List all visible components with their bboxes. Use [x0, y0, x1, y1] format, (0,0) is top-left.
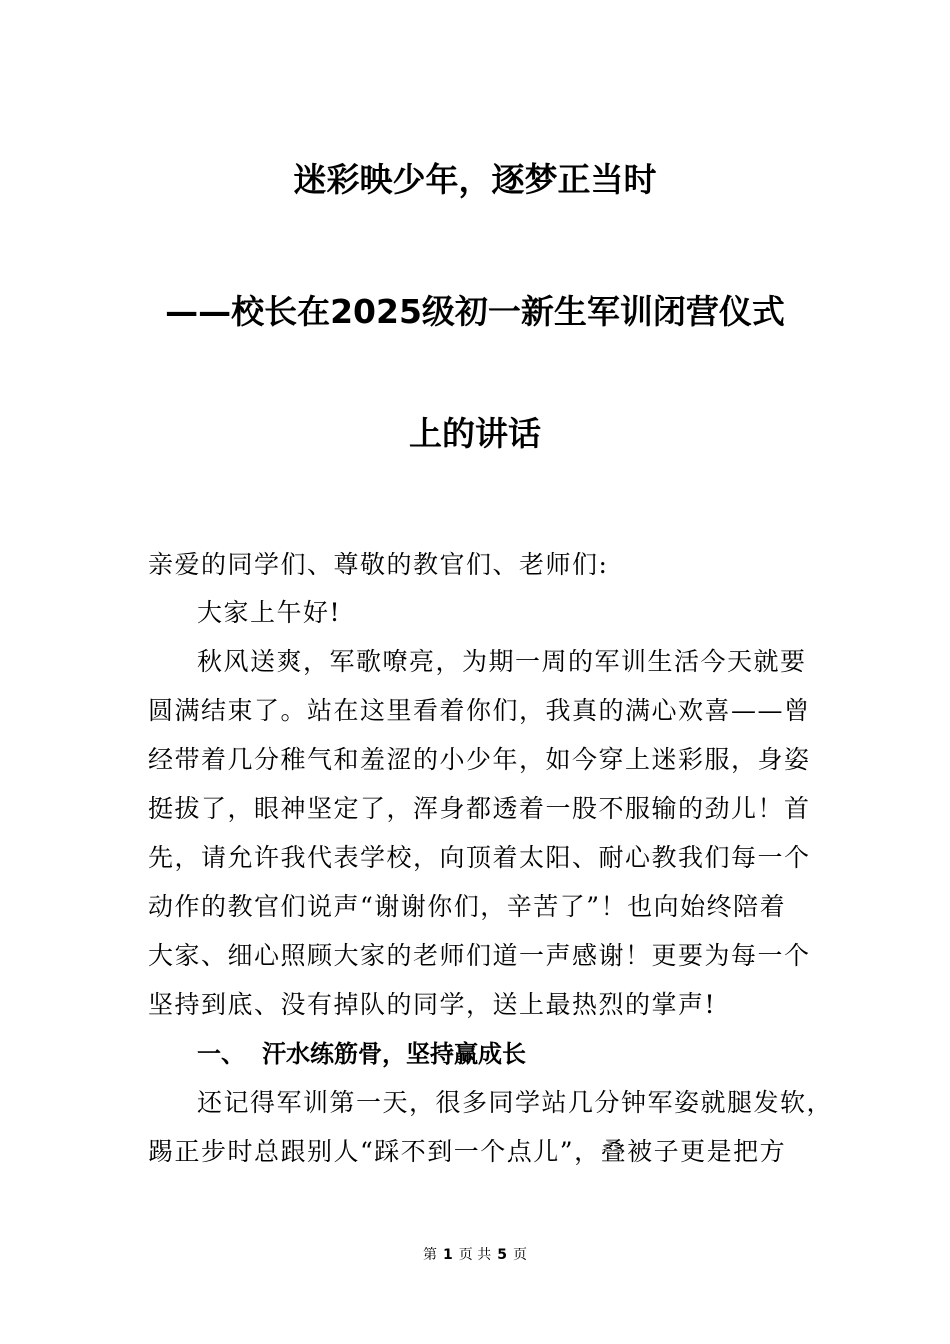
paragraph-line: 踢正步时总跟别人“踩不到一个点儿”，叠被子更是把方: [148, 1137, 787, 1166]
footer-middle: 页 共: [458, 1247, 492, 1263]
document-subtitle-continued: 上的讲话: [409, 414, 541, 453]
paragraph-line: 圆满结束了。站在这里看着你们，我真的满心欢喜——曾: [148, 696, 811, 725]
footer-suffix: 页: [512, 1247, 527, 1263]
page-footer: [0, 1246, 950, 1264]
document-title: 迷彩映少年，逐梦正当时: [293, 160, 657, 199]
paragraph-line: 还记得军训第一天，很多同学站几分钟军姿就腿发软，: [197, 1088, 834, 1117]
section-number: 一、: [197, 1040, 245, 1068]
footer-page-number: 1: [443, 1247, 453, 1263]
paragraph-line: 经带着几分稚气和羞涩的小少年，如今穿上迷彩服，身姿: [148, 745, 811, 774]
section-heading: 汗水练筋骨，坚持赢成长: [262, 1040, 526, 1068]
paragraph-line: 大家、细心照顾大家的老师们道一声感谢！更要为每一个: [148, 941, 811, 970]
paragraph-line: 挺拔了，眼神坚定了，浑身都透着一股不服输的劲儿！首: [148, 794, 811, 823]
footer-prefix: 第: [423, 1247, 438, 1263]
document-subtitle: ——校长在2025级初一新生军训闭营仪式: [165, 292, 785, 331]
footer-total-pages: 5: [497, 1247, 507, 1263]
paragraph-line: 动作的教官们说声“谢谢你们，辛苦了”！也向始终陪着: [148, 892, 787, 921]
paragraph-line: 坚持到底、没有掉队的同学，送上最热烈的掌声!: [148, 990, 717, 1019]
greeting: 大家上午好!: [197, 598, 342, 627]
paragraph-line: 秋风送爽，军歌嘹亮，为期一周的军训生活今天就要: [197, 647, 807, 676]
salutation: 亲爱的同学们、尊敬的教官们、老师们:: [148, 550, 609, 579]
paragraph-line: 先，请允许我代表学校，向顶着太阳、耐心教我们每一个: [148, 843, 811, 872]
